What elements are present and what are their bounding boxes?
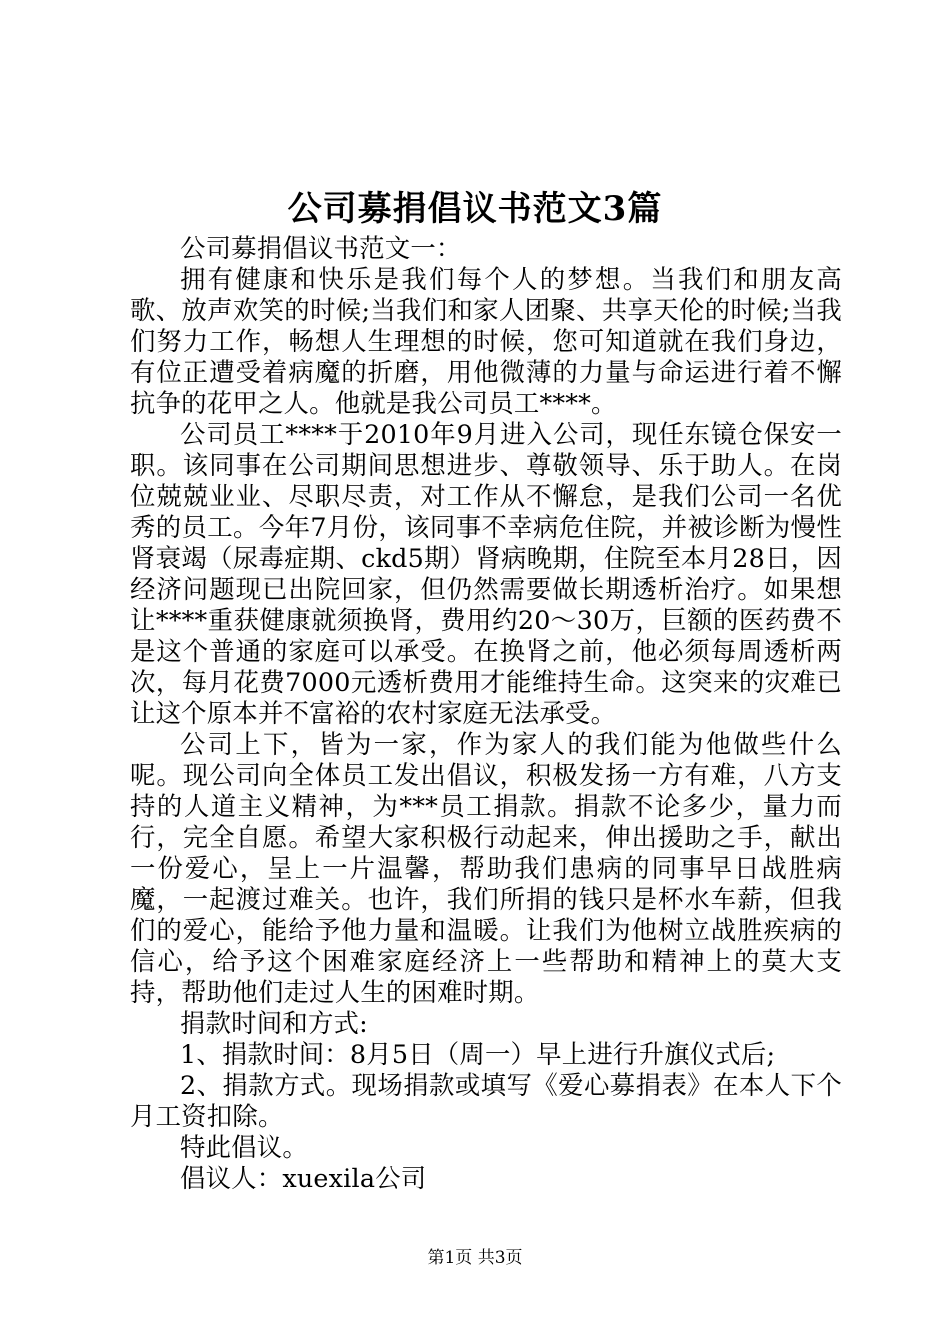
document-body	[130, 233, 842, 1194]
page-number: 第1页 共3页	[427, 1248, 523, 1268]
paragraph-donation-method-heading: 捐款时间和方式:	[180, 1008, 368, 1038]
paragraph-signature: 倡议人：xuexila公司	[180, 1163, 427, 1193]
paragraph-employee-situation: 公司员工****于2010年9月进入公司，现任东镜仓保安一职。该同事在公司期间思想进步、尊敬领导、乐于助人。在岗位兢兢业业、尽职尽责，对工作从不懈怠，是我们公司一名优秀的员工。今年7月份，该同事不幸病危住院，并被诊断为慢性肾衰竭（尿毒症期、ckd5期）肾病晚期，住院至本月28日，因经济问题现已出院回家，但仍然需要做长期透析治疗。如果想让****重获健康就须换肾，费用约20～30万，巨额的医药费不是这个普通的家庭可以承受。在换肾之前，他必须每周透析两次，每月花费7000元透析费用才能维持生命。这突来的灾难已让这个原本并不富裕的农村家庭无法承受。	[130, 419, 842, 728]
paragraph-donation-time: 1、捐款时间：8月5日（周一）早上进行升旗仪式后;	[180, 1039, 776, 1069]
document-title: 公司募捐倡议书范文3篇	[287, 189, 663, 229]
paragraph-heading: 公司募捐倡议书范文一：	[180, 233, 462, 263]
paragraph-intro: 拥有健康和快乐是我们每个人的梦想。当我们和朋友高歌、放声欢笑的时候;当我们和家人团聚、共享天伦的时候;当我们努力工作，畅想人生理想的时候，您可知道就在我们身边，有位正遭受着病魔的折磨，用他微薄的力量与命运进行着不懈抗争的花甲之人。他就是我公司员工****。	[130, 264, 842, 418]
paragraph-closing: 特此倡议。	[180, 1132, 308, 1162]
paragraph-appeal: 公司上下，皆为一家，作为家人的我们能为他做些什么呢。现公司向全体员工发出倡议，积极发扬一方有难，八方支持的人道主义精神，为***员工捐款。捐款不论多少，量力而行，完全自愿。希望大家积极行动起来，伸出援助之手，献出一份爱心，呈上一片温馨，帮助我们患病的同事早日战胜病魔，一起渡过难关。也许，我们所捐的钱只是杯水车薪，但我们的爱心，能给予他力量和温暖。让我们为他树立战胜疾病的信心，给予这个困难家庭经济上一些帮助和精神上的莫大支持，帮助他们走过人生的困难时期。	[130, 729, 842, 1007]
paragraph-donation-way: 2、捐款方式。现场捐款或填写《爱心募捐表》在本人下个月工资扣除。	[130, 1070, 842, 1131]
